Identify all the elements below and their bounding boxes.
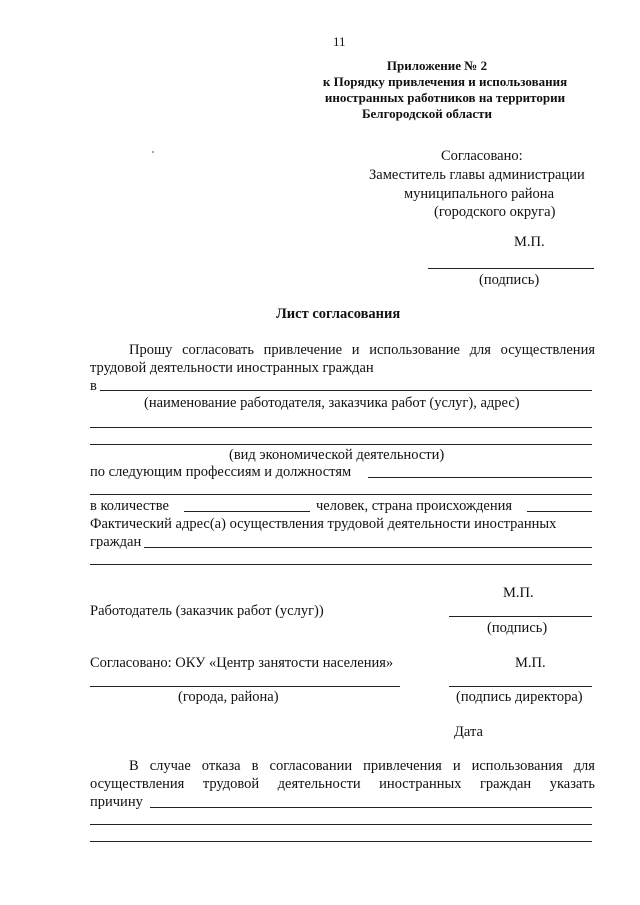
page-number: 11 bbox=[333, 34, 346, 49]
refusal-word: в bbox=[251, 758, 259, 774]
employer-signature-caption: (подпись) bbox=[487, 620, 548, 636]
refusal-word: согласовании bbox=[269, 758, 353, 774]
request-word: и bbox=[351, 342, 360, 358]
people-country-label: человек, страна происхождения bbox=[316, 498, 513, 514]
refusal-word: трудовой bbox=[202, 776, 260, 792]
employer-blank-line-2 bbox=[90, 444, 592, 445]
approval-signature-caption: (подпись) bbox=[479, 272, 540, 288]
refusal-reason-field bbox=[150, 807, 592, 808]
actual-address-field bbox=[144, 547, 592, 548]
actual-address-line-2: граждан bbox=[90, 534, 142, 550]
refusal-word: использования bbox=[471, 758, 563, 774]
activity-caption: (вид экономической деятельности) bbox=[229, 447, 445, 463]
approval-position-line-2: муниципального района bbox=[404, 186, 554, 202]
employer-caption: (наименование работодателя, заказчика работ (услуг), адрес) bbox=[144, 395, 520, 411]
appendix-line-3: иностранных работников на территории bbox=[324, 90, 566, 105]
scan-speck bbox=[152, 151, 154, 153]
quantity-prefix: в количестве bbox=[90, 498, 169, 514]
refusal-blank-line-1 bbox=[90, 824, 592, 825]
actual-address-blank-line bbox=[90, 564, 592, 565]
approval-position-line-3: (городского округа) bbox=[434, 204, 556, 220]
professions-label: по следующим профессиям и должностям bbox=[90, 464, 352, 480]
employer-blank-line-1 bbox=[90, 427, 592, 428]
professions-blank-line bbox=[90, 494, 592, 495]
approval-position-line-1: Заместитель главы администрации bbox=[369, 167, 585, 183]
request-word: Прошу bbox=[129, 342, 173, 358]
appendix-header bbox=[300, 58, 590, 122]
employer-stamp-label: М.П. bbox=[503, 585, 534, 601]
request-word: согласовать bbox=[182, 342, 254, 358]
refusal-blank-line-2 bbox=[90, 841, 592, 842]
director-signature-line bbox=[449, 686, 592, 687]
request-word: использование bbox=[369, 342, 460, 358]
date-label: Дата bbox=[454, 724, 483, 740]
refusal-word: отказа bbox=[201, 758, 241, 774]
employer-name-field bbox=[100, 390, 592, 391]
request-word: привлечение bbox=[263, 342, 343, 358]
approval-stamp-label: М.П. bbox=[514, 234, 545, 250]
city-district-line bbox=[90, 686, 400, 687]
approval-signature-line bbox=[428, 268, 594, 269]
director-signature-caption: (подпись директора) bbox=[456, 689, 583, 705]
country-field bbox=[527, 511, 592, 512]
quantity-field bbox=[184, 511, 310, 512]
refusal-word: граждан bbox=[479, 776, 532, 792]
in-prefix: в bbox=[90, 378, 97, 394]
appendix-line-4: Белгородской области bbox=[361, 106, 493, 121]
appendix-title: Приложение № 2 bbox=[386, 58, 488, 73]
refusal-word: осуществления bbox=[90, 776, 185, 792]
appendix-line-2: к Порядку привлечения и использования bbox=[322, 74, 568, 89]
approval-label: Согласовано: bbox=[441, 148, 523, 164]
document-title: Лист согласования bbox=[276, 306, 401, 322]
refusal-word: и bbox=[452, 758, 461, 774]
city-district-caption: (города, района) bbox=[178, 689, 279, 705]
refusal-word: для bbox=[573, 758, 595, 774]
actual-address-line-1: Фактический адрес(а) осуществления трудовой деятельности иностранных bbox=[90, 516, 557, 532]
refusal-reason-label: причину bbox=[90, 794, 143, 810]
refusal-word: В bbox=[129, 758, 139, 774]
refusal-word: случае bbox=[149, 758, 191, 774]
refusal-word: указать bbox=[549, 776, 595, 792]
employer-label: Работодатель (заказчик работ (услуг)) bbox=[90, 603, 324, 619]
refusal-line-2 bbox=[90, 775, 595, 793]
request-line-2: трудовой деятельности иностранных граждан bbox=[90, 360, 374, 376]
request-word: для bbox=[469, 342, 491, 358]
request-word: осуществления bbox=[500, 342, 595, 358]
employment-center-label: Согласовано: ОКУ «Центр занятости населения» bbox=[90, 655, 394, 671]
request-line-1 bbox=[129, 341, 595, 359]
refusal-word: деятельности bbox=[277, 776, 361, 792]
employment-center-stamp-label: М.П. bbox=[515, 655, 546, 671]
employer-signature-line bbox=[449, 616, 592, 617]
refusal-line-1 bbox=[129, 757, 595, 775]
refusal-word: иностранных bbox=[379, 776, 462, 792]
refusal-word: привлечения bbox=[363, 758, 442, 774]
professions-field bbox=[368, 477, 592, 478]
